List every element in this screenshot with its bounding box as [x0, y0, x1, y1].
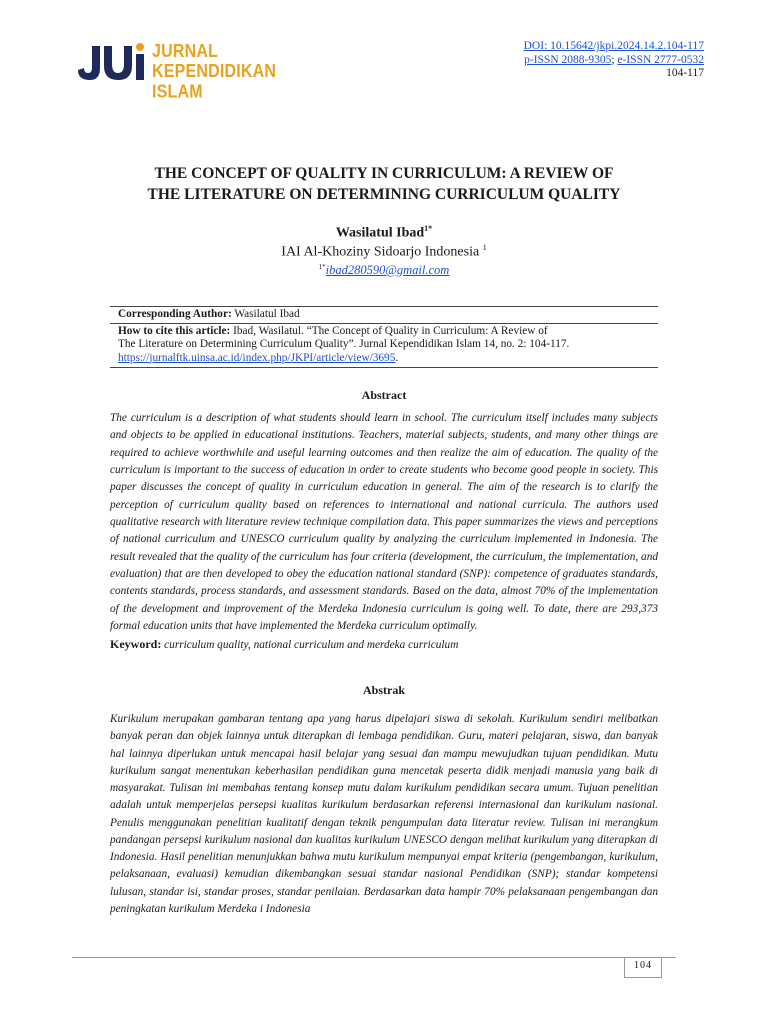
author-email: $^{1*}$ibad280590@gmail.com — [318, 263, 450, 278]
corresponding-author-row: Corresponding Author: Wasilatul Ibad — [110, 307, 658, 324]
author-affiliation: IAI Al-Khoziny Sidoarjo Indonesia $^1$ — [281, 243, 487, 260]
logo-text-jurnal: JURNAL — [152, 42, 219, 62]
eissn-link[interactable]: e-ISSN 2777-0532 — [617, 53, 704, 66]
jki-logo-icon — [74, 40, 152, 84]
abstract-text: The curriculum is a description of what students should learn in school. The curriculum itself includes many subjects and objects to be applied in educational institutions. Teachers, material subjects, students, and many other things are required to achieve worthwhile and useful learning outcomes and then realize the aim of education. The quality of the curriculum is important to the success of education in order to create students who become good people in society. This paper discusses the concept of quality in curriculum education in general. The aim of the research is to clarify the perception of curriculum quality based on references to international and national curricula. The authors used qualitative research with literature review technique compilation data. This paper summarizes the views and perceptions of national curriculum and UNESCO curriculum quality by analyzing the curriculum implemented in Indonesia. The result revealed that the quality of the curriculum has four criteria (development, the curriculum, the implementation, and evaluation) that are then developed to obey the education national standard (SNP): competence of graduates standards, contents standards, process standards, and assessment standards. Based on the data, almost 70% of the implementation of the development and improvement of the Merdeka Indonesia curriculum is going well. To date, there are 293,373 formal education units that have implemented the Merdeka curriculum optimally. — [110, 412, 658, 633]
footer-divider — [72, 957, 676, 958]
title-line-1: THE CONCEPT OF QUALITY IN CURRICULUM: A REVIEW OF — [154, 165, 614, 182]
title-line-2: THE LITERATURE ON DETERMINING CURRICULUM QUALITY — [147, 186, 621, 203]
email-link[interactable]: ibad280590@gmail.com — [325, 263, 450, 278]
page-number: 104 — [624, 957, 662, 978]
how-to-cite-row: How to cite this article: Ibad, Wasilatul. “The Concept of Quality in Curriculum: A Review of The Literature on Determining Curriculum Quality”. Jurnal Kependidikan Islam 14, no. 2: 104-117. https://jurnalftk.uinsa.ac.id/index.php/JKPI/article/view/3695. — [118, 324, 570, 364]
page-range: 104-117 — [666, 67, 704, 79]
citation-box — [110, 306, 658, 368]
logo-text-kependidikan-islam: KEPENDIDIKAN ISLAM — [152, 62, 277, 103]
abstract-heading: Abstract — [361, 388, 407, 402]
paper-title — [60, 163, 708, 205]
abstrak-heading: Abstrak — [362, 683, 405, 697]
issn-separator: ; — [611, 53, 618, 66]
journal-logo — [74, 40, 304, 103]
doi-link[interactable]: DOI: 10.15642/jkpi.2024.14.2.104-117 — [523, 40, 704, 52]
article-identifiers — [524, 40, 704, 81]
article-url-link[interactable]: https://jurnalftk.uinsa.ac.id/index.php/JKPI/article/view/3695 — [118, 351, 396, 364]
author-name: Wasilatul Ibad$^{1*}$ — [335, 224, 433, 241]
keywords: Keyword: curriculum quality, national curriculum and merdeka curriculum — [110, 637, 459, 651]
abstrak-text: Kurikulum merupakan gambaran tentang apa yang harus dipelajari siswa di sekolah. Kurikulum sendiri melibatkan banyak peran dan objek lainnya untuk diterapkan di lembaga pendidikan. Guru, materi pelajaran, siswa, dan banyak hal lainnya diperlukan untuk mencapai hasil belajar yang sesuai dan mampu mewujudkan tujuan pendidikan. Mutu kurikulum sangat menentukan keberhasilan pendidikan guna mencetak peserta didik menjadi manusia yang baik di masyarakat. Tulisan ini membahas tentang konsep mutu dalam kurikulum pendidikan secara umum. Tujuan penelitian adalah untuk memperjelas persepsi kualitas kurikulum berdasarkan referensi internasional dan kurikulum nasional. Penulis menggunakan penelitian kualitatif dengan teknik pengumpulan data literatur review. Tulisan ini merangkum pandangan persepsi kurikulum nasional dan kualitas kurikulum UNESCO dengan melihat kurikulum yang diterapkan di Indonesia. Hasil penelitian menunjukkan bahwa mutu kurikulum mempunyai empat kriteria (pengembangan, kurikulum, pelaksanaan, evaluasi) kemudian dikembangkan sesuai standar nasional Pendidikan (SNP); standar kompetensi lulusan, standar isi, standar proses, standar penilaian. Berdasarkan data hampir 70% pelaksanaan pengembangan dan peningkatan kurikulum Merdeka i Indonesia — [110, 713, 658, 915]
pissn-link[interactable]: p-ISSN 2088-9305 — [524, 53, 612, 66]
